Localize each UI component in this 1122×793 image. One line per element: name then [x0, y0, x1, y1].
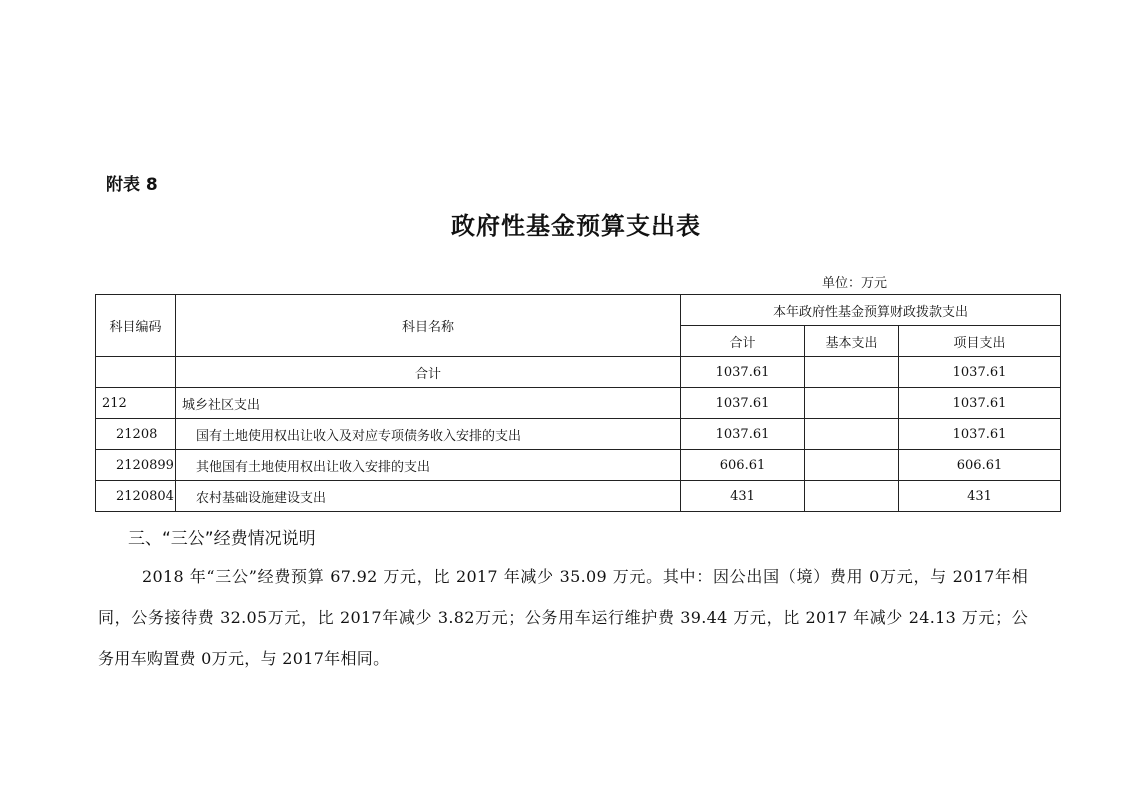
- table-title: 政府性基金预算支出表: [451, 211, 701, 240]
- row-project: 1037.61: [899, 419, 1061, 450]
- row-basic: [805, 481, 899, 512]
- header-total: 合计: [681, 326, 805, 357]
- row-project: 606.61: [899, 450, 1061, 481]
- row-total: 606.61: [681, 450, 805, 481]
- table-row: [96, 419, 1061, 450]
- unit-label: 单位：万元: [822, 276, 888, 291]
- table-row: [96, 481, 1061, 512]
- body-paragraph: 2018 年“三公”经费预算 67.92 万元，比 2017 年减少 35.09 万元。其中：因公出国（境）费用 0万元，与 2017年相同，公务接待费 32.05万元，比 2017年减少 3.82万元；公务用车运行维护费 39.44 万元，比 2017 年减少 24.13 万元；公务用车购置费 0万元，与 2017年相同。: [98, 567, 1028, 668]
- table-row: [96, 450, 1061, 481]
- row-basic: [805, 450, 899, 481]
- header-project: 项目支出: [899, 326, 1061, 357]
- header-group: 本年政府性基金预算财政拨款支出: [681, 295, 1061, 326]
- row-basic: [805, 419, 899, 450]
- row-name: 农村基础设施建设支出: [176, 481, 681, 512]
- row-code: 21208: [96, 419, 176, 450]
- row-name: 其他国有土地使用权出让收入安排的支出: [176, 450, 681, 481]
- row-total: 1037.61: [681, 357, 805, 388]
- row-total: 1037.61: [681, 388, 805, 419]
- header-code: 科目编码: [96, 295, 176, 357]
- row-code: [96, 357, 176, 388]
- header-basic: 基本支出: [805, 326, 899, 357]
- row-name: 国有土地使用权出让收入及对应专项债务收入安排的支出: [176, 419, 681, 450]
- section-heading: 三、“三公”经费情况说明: [128, 529, 316, 549]
- table-row: [96, 388, 1061, 419]
- header-name: 科目名称: [176, 295, 681, 357]
- row-project: 1037.61: [899, 357, 1061, 388]
- row-name: 城乡社区支出: [176, 388, 681, 419]
- row-project: 1037.61: [899, 388, 1061, 419]
- budget-table: [95, 294, 1061, 512]
- row-code: 212: [96, 388, 176, 419]
- row-project: 431: [899, 481, 1061, 512]
- row-total: 1037.61: [681, 419, 805, 450]
- row-code: 2120899: [96, 450, 176, 481]
- row-total: 431: [681, 481, 805, 512]
- table-row: [96, 357, 1061, 388]
- header-row-1: [96, 295, 1061, 326]
- row-name: 合计: [176, 357, 681, 388]
- row-basic: [805, 388, 899, 419]
- appendix-label: 附表 8: [106, 175, 158, 195]
- row-code: 2120804: [96, 481, 176, 512]
- row-basic: [805, 357, 899, 388]
